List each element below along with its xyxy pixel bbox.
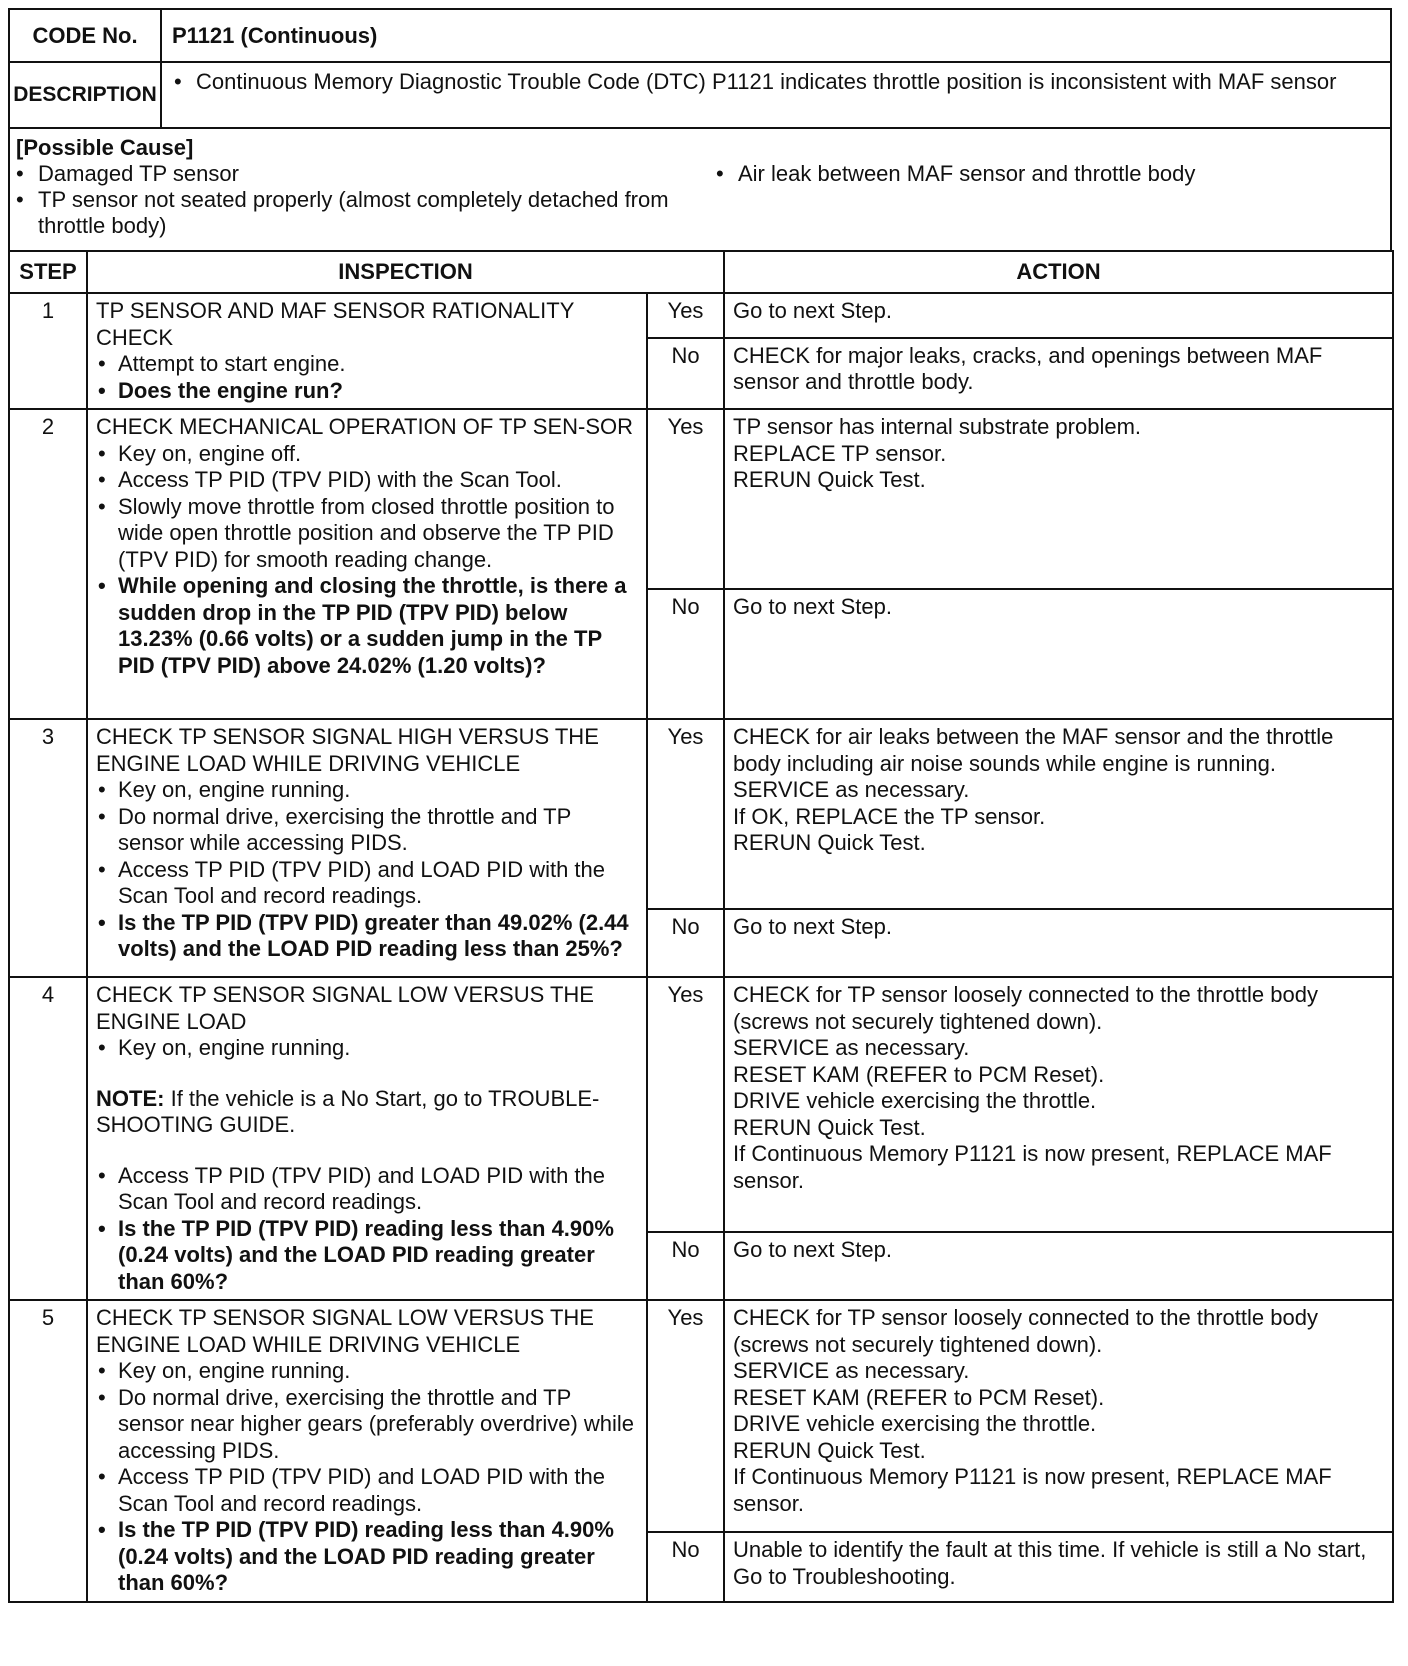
description-label: DESCRIPTION (10, 63, 162, 127)
note (96, 1086, 638, 1139)
inspection-cell (87, 977, 647, 1300)
list-item: • Access TP PID (TPV PID) and LOAD PID with the Scan Tool and record readings. (96, 1163, 638, 1216)
list-item: • Key on, engine running. (96, 1358, 638, 1385)
description-text: Continuous Memory Diagnostic Trouble Code (DTC) P1121 indicates throttle position is inconsistent with MAF sensor (196, 69, 1337, 94)
description-text-block (162, 63, 1346, 127)
code-row (8, 8, 1392, 63)
inspection-cell (87, 719, 647, 977)
cause-item: • Air leak between MAF sensor and throttle body (716, 161, 1196, 186)
yes-action: TP sensor has internal substrate problem. REPLACE TP sensor. RERUN Quick Test. (724, 409, 1393, 589)
table-row (9, 409, 1393, 589)
bullet-icon: • (716, 161, 724, 186)
action-header: ACTION (724, 251, 1393, 293)
no-label: No (647, 338, 724, 409)
step-question: • Does the engine run? (96, 378, 638, 405)
inspection-cell (87, 293, 647, 409)
yes-label: Yes (647, 293, 724, 338)
table-header-row (9, 251, 1393, 293)
inspection-cell (87, 409, 647, 719)
yes-label: Yes (647, 719, 724, 909)
no-label: No (647, 1232, 724, 1300)
step-header: STEP (9, 251, 87, 293)
possible-cause-title: [Possible Cause] (16, 135, 194, 160)
step-question: • Is the TP PID (TPV PID) reading less than 4.90% (0.24 volts) and the LOAD PID reading greater than 60%? (96, 1517, 638, 1597)
yes-action: CHECK for TP sensor loosely connected to the throttle body (screws not securely tightened down). SERVICE as necessary. RESET KAM (REFER to PCM Reset). DRIVE vehicle exercising the throttle. RERUN Quick Test. If Continuous Memory P1121 is now present, REPLACE MAF sensor. (724, 977, 1393, 1232)
inspection-cell (87, 1300, 647, 1602)
yes-label: Yes (647, 977, 724, 1232)
table-row (9, 1300, 1393, 1532)
cause-item: • Damaged TP sensor (16, 161, 239, 186)
no-action: CHECK for major leaks, cracks, and openings between MAF sensor and throttle body. (724, 338, 1393, 409)
step-title: CHECK TP SENSOR SIGNAL LOW VERSUS THE ENGINE LOAD (96, 982, 594, 1034)
step-question: • Is the TP PID (TPV PID) reading less than 4.90% (0.24 volts) and the LOAD PID reading greater than 60%? (96, 1216, 638, 1296)
yes-label: Yes (647, 409, 724, 589)
step-title: CHECK TP SENSOR SIGNAL LOW VERSUS THE ENGINE LOAD WHILE DRIVING VEHICLE (96, 1305, 594, 1357)
step-title: CHECK MECHANICAL OPERATION OF TP SEN-SOR (96, 414, 634, 439)
yes-action: CHECK for air leaks between the MAF sensor and the throttle body including air noise sounds while engine is running. SERVICE as necessary. If OK, REPLACE the TP sensor. RERUN Quick Test. (724, 719, 1393, 909)
step-question: • Is the TP PID (TPV PID) greater than 49.02% (2.44 volts) and the LOAD PID reading less than 25%? (96, 910, 638, 963)
yes-action: Go to next Step. (724, 293, 1393, 338)
list-item: • Access TP PID (TPV PID) and LOAD PID with the Scan Tool and record readings. (96, 1464, 638, 1517)
list-item: • Do normal drive, exercising the throttle and TP sensor near higher gears (preferably overdrive) while accessing PIDS. (96, 1385, 638, 1465)
no-label: No (647, 909, 724, 977)
description-row (8, 61, 1392, 129)
possible-cause-right (716, 161, 1390, 239)
code-value: P1121 (Continuous) (172, 22, 378, 48)
bullet-icon: • (174, 69, 182, 94)
table-row (9, 293, 1393, 338)
list-item: • Key on, engine running. (96, 777, 638, 804)
possible-cause-left (16, 161, 716, 239)
step-number: 3 (9, 719, 87, 977)
step-title: TP SENSOR AND MAF SENSOR RATIONALITY CHECK (96, 298, 574, 350)
step-number: 5 (9, 1300, 87, 1602)
inspection-table (8, 250, 1394, 1603)
cause-item: • TP sensor not seated properly (almost completely detached from throttle body) (16, 187, 669, 238)
bullet-icon: • (16, 161, 24, 186)
list-item: • Do normal drive, exercising the throttle and TP sensor while accessing PIDS. (96, 804, 638, 857)
table-row (9, 719, 1393, 909)
step-title: CHECK TP SENSOR SIGNAL HIGH VERSUS THE ENGINE LOAD WHILE DRIVING VEHICLE (96, 724, 599, 776)
no-label: No (647, 1532, 724, 1601)
list-item: • Key on, engine running. (96, 1035, 638, 1062)
step-number: 1 (9, 293, 87, 409)
step-question: • While opening and closing the throttle, is there a sudden drop in the TP PID (TPV PID) below 13.23% (0.66 volts) or a sudden jump in the TP PID (TPV PID) above 24.02% (1.20 volts)? (96, 573, 638, 679)
no-action: Unable to identify the fault at this time. If vehicle is still a No start, Go to Troubleshooting. (724, 1532, 1393, 1601)
no-action: Go to next Step. (724, 909, 1393, 977)
note-label: NOTE: (96, 1085, 165, 1111)
list-item: • Access TP PID (TPV PID) with the Scan Tool. (96, 467, 638, 494)
table-row (9, 977, 1393, 1232)
no-action: Go to next Step. (724, 1232, 1393, 1300)
inspection-header: INSPECTION (87, 251, 724, 293)
yes-label: Yes (647, 1300, 724, 1532)
no-label: No (647, 589, 724, 719)
possible-cause-section (8, 127, 1392, 252)
bullet-icon: • (16, 187, 24, 212)
no-action: Go to next Step. (724, 589, 1393, 719)
step-number: 2 (9, 409, 87, 719)
code-label: CODE No. (10, 10, 162, 61)
note-text: If the vehicle is a No Start, go to TROUBLE-SHOOTING GUIDE. (96, 1085, 600, 1137)
list-item: • Slowly move throttle from closed throttle position to wide open throttle position and observe the TP PID (TPV PID) for smooth reading change. (96, 494, 638, 574)
yes-action: CHECK for TP sensor loosely connected to the throttle body (screws not securely tightened down). SERVICE as necessary. RESET KAM (REFER to PCM Reset). DRIVE vehicle exercising the throttle. RERUN Quick Test. If Continuous Memory P1121 is now present, REPLACE MAF sensor. (724, 1300, 1393, 1532)
list-item: • Attempt to start engine. (96, 351, 638, 378)
list-item: • Key on, engine off. (96, 441, 638, 468)
list-item: • Access TP PID (TPV PID) and LOAD PID with the Scan Tool and record readings. (96, 857, 638, 910)
step-number: 4 (9, 977, 87, 1300)
